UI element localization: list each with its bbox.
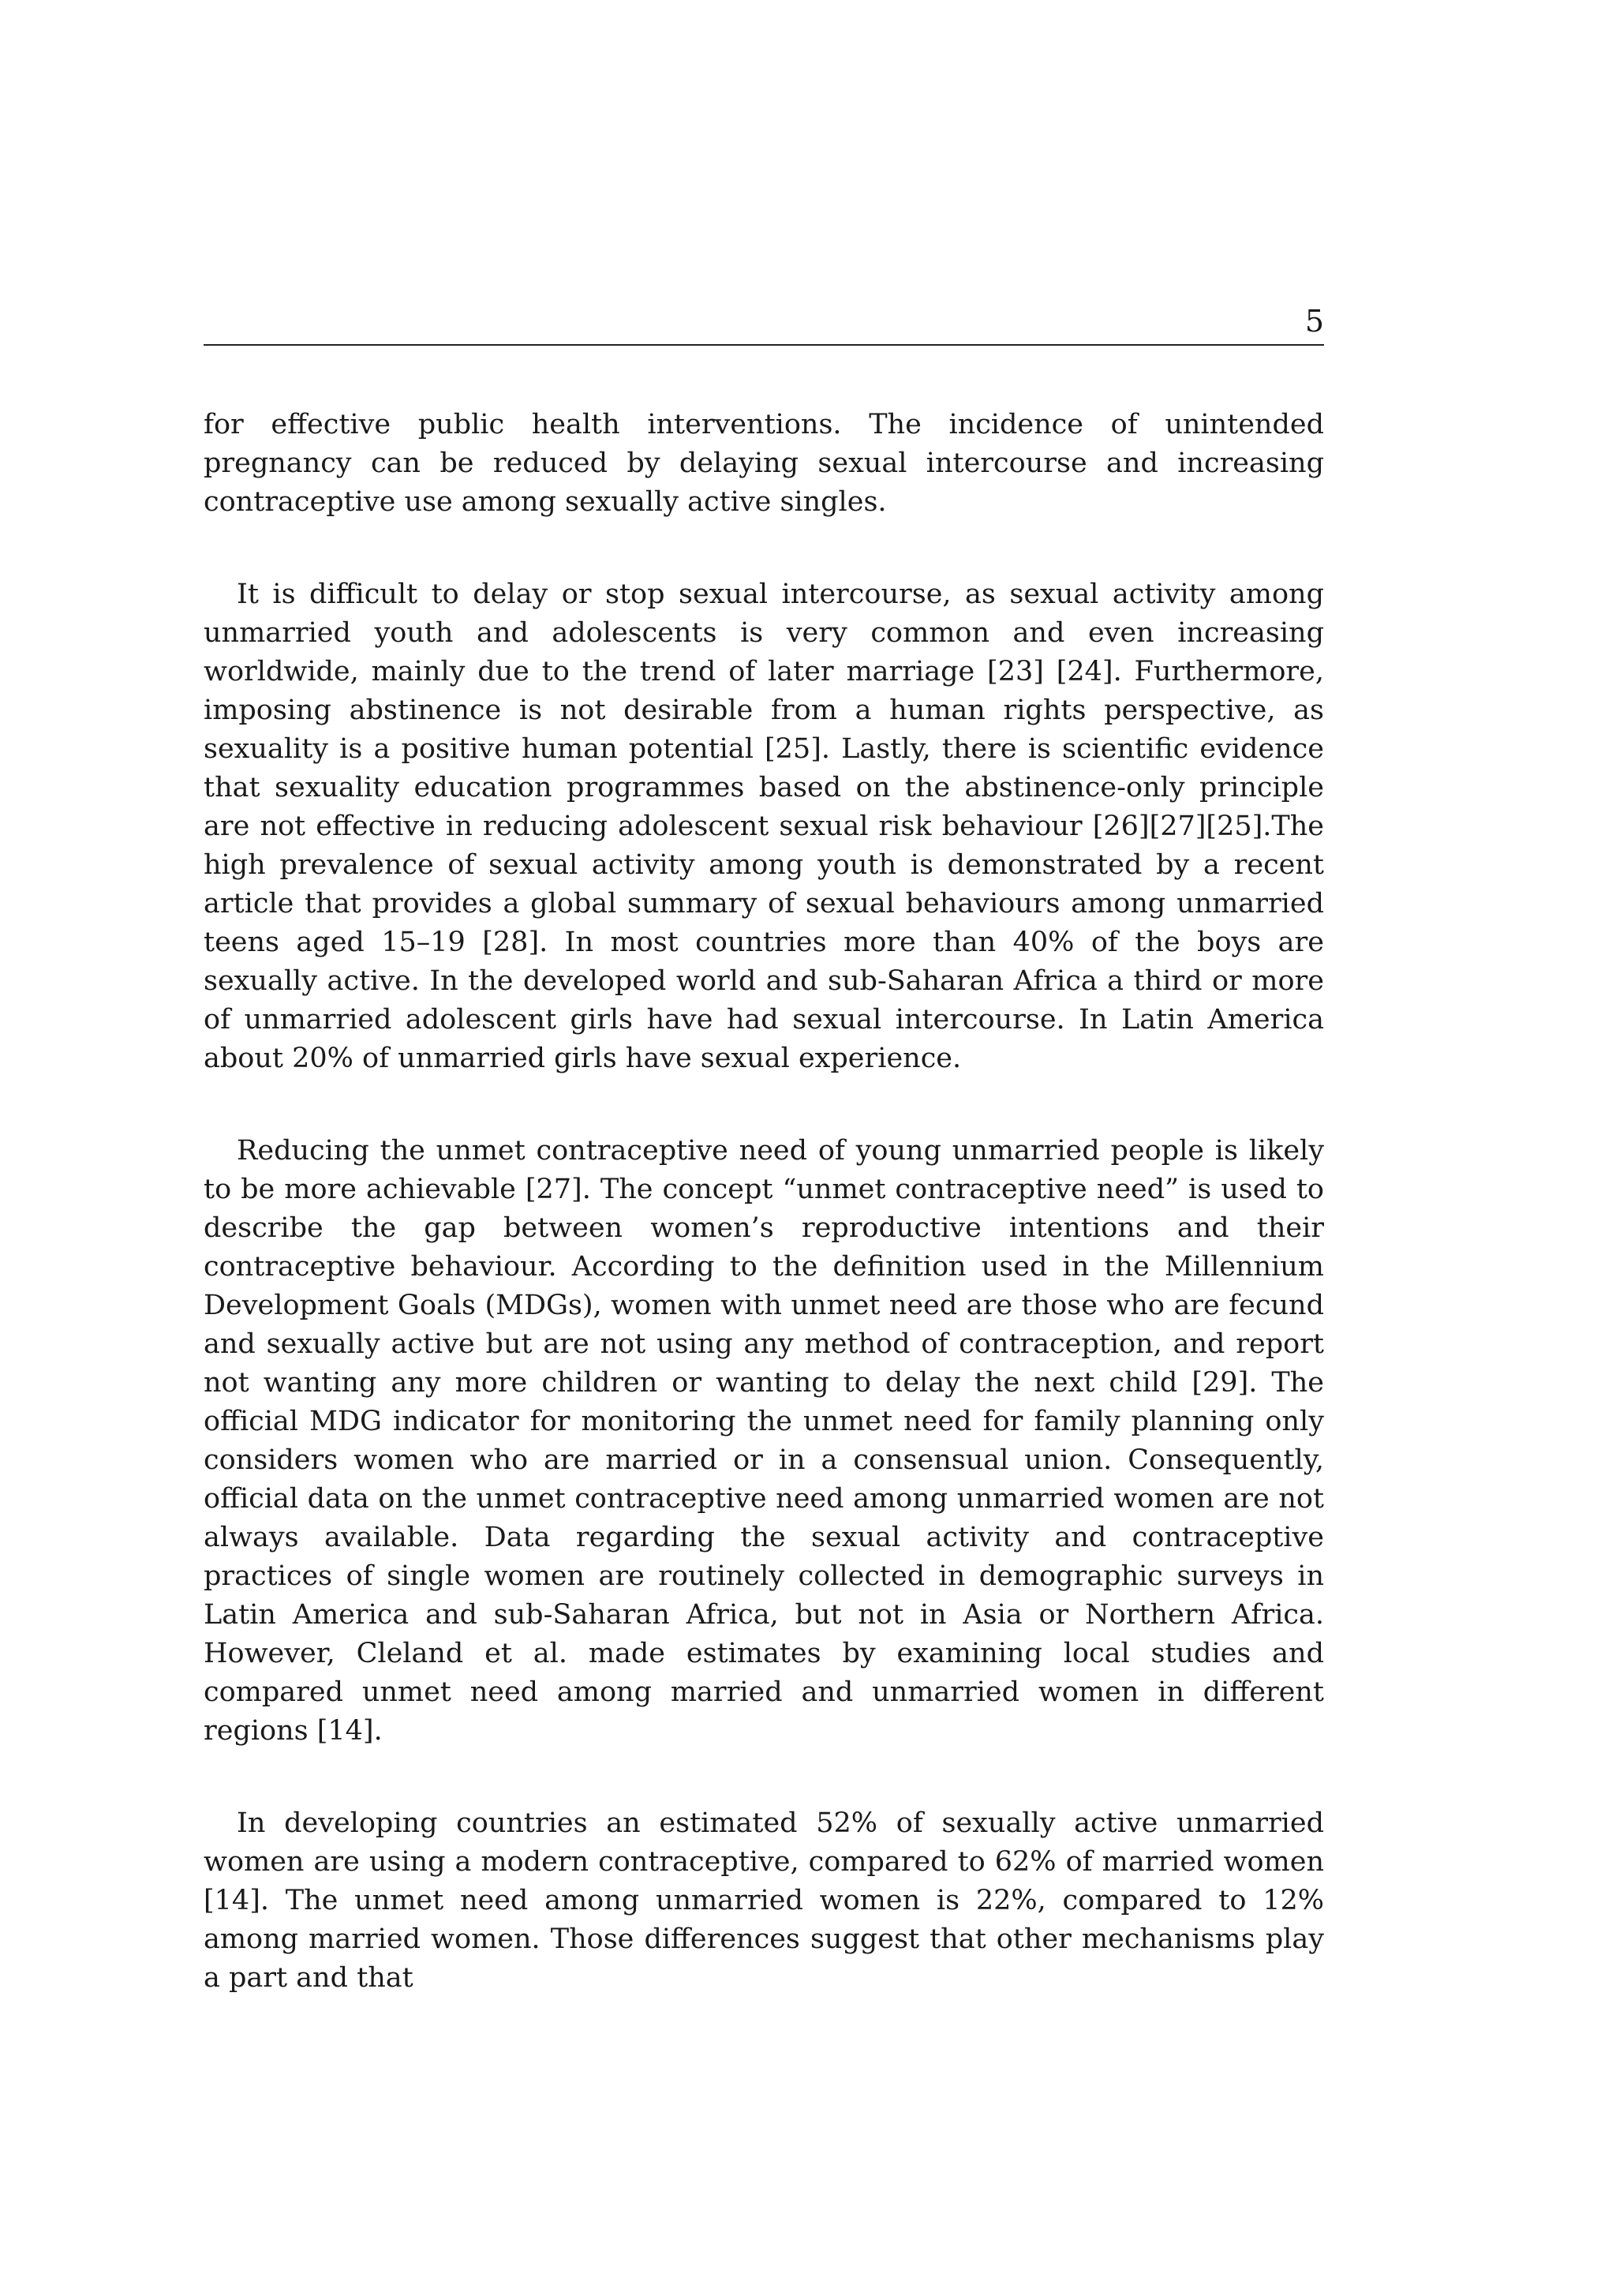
paragraph-continuation: for effective public health interventions. The incidence of unintended pregnancy can be reduced by delaying sexual intercourse and increasing contraceptive use among sexually active singles. — [204, 409, 1324, 518]
paragraph-developing-countries: In developing countries an estimated 52% of sexually active unmarried women are using a modern contraceptive, compared to 62% of married women [14]. The unmet need among unmarried women is 22%, compared to 12% among married women. Those differences suggest that other mechanisms play a part and that — [204, 1807, 1324, 1994]
body-text — [204, 406, 1324, 1998]
paragraph-unmet-need: Reducing the unmet contraceptive need of young unmarried people is likely to be more achievable [27]. The concept “unmet contraceptive need” is used to describe the gap between women’s reproductive intentions and their contraceptive behaviour. According to the definition used in the Millennium Development Goals (MDGs), women with unmet need are those who are fecund and sexually active but are not using any method of contraception, and report not wanting any more children or wanting to delay the next child [29]. The official MDG indicator for monitoring the unmet need for family planning only considers women who are married or in a consensual union. Consequently, official data on the unmet contraceptive need among unmarried women are not always available. Data regarding the sexual activity and contraceptive practices of single women are routinely collected in demographic surveys in Latin America and sub-Saharan Africa, but not in Asia or Northern Africa. However, Cleland et al. made estimates by examining local studies and compared unmet need among married and unmarried women in different regions [14]. — [204, 1135, 1324, 1747]
page-number: 5 — [1304, 304, 1324, 339]
header-rule — [204, 344, 1324, 346]
paragraph-sexual-activity: It is difficult to delay or stop sexual intercourse, as sexual activity among unmarried youth and adolescents is very common and even increasing worldwide, mainly due to the trend of later marriage [23] [24]. Furthermore, imposing abstinence is not desirable from a human rights perspective, as sexuality is a positive human potential [25]. Lastly, there is scientific evidence that sexuality education programmes based on the abstinence-only principle are not effective in reducing adolescent sexual risk behaviour [26][27][25].The high prevalence of sexual activity among youth is demonstrated by a recent article that provides a global summary of sexual behaviours among unmarried teens aged 15–19 [28]. In most countries more than 40% of the boys are sexually active. In the developed world and sub-Saharan Africa a third or more of unmarried adolescent girls have had sexual intercourse. In Latin America about 20% of unmarried girls have sexual experience. — [204, 579, 1324, 1074]
